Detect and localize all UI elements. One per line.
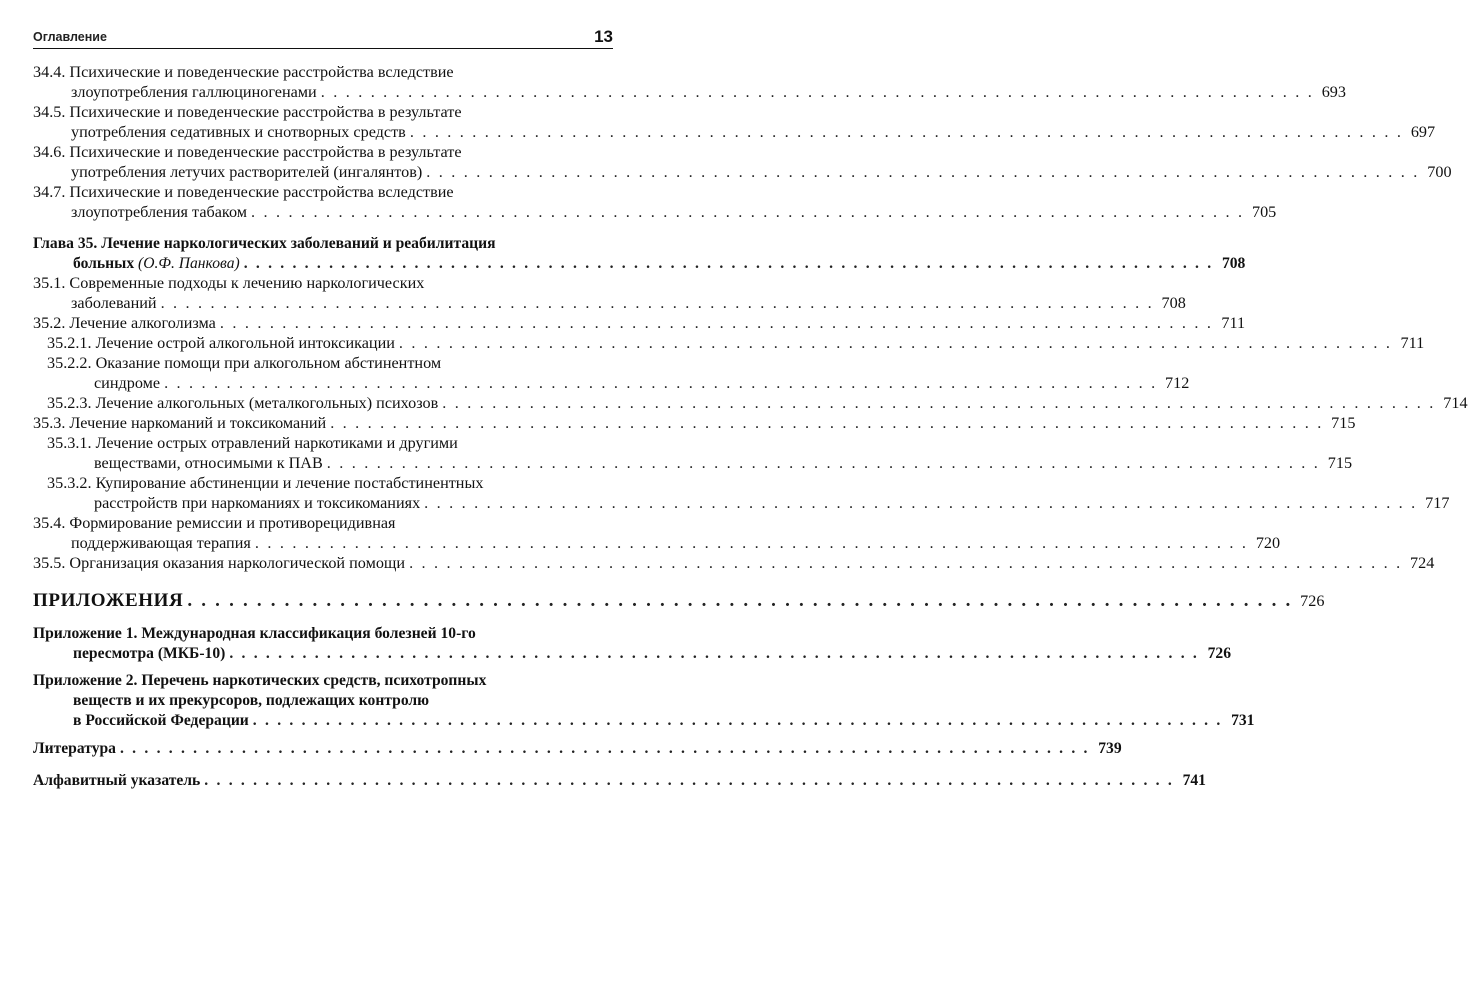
toc-entry-title: Лечение алкоголизма bbox=[69, 314, 216, 332]
toc-entry-title: Оказание помощи при алкогольном абстинентном bbox=[95, 354, 442, 372]
toc-entry-line bbox=[33, 142, 613, 162]
toc-entry-title: поддерживающая терапия bbox=[71, 534, 251, 552]
toc-entry-line bbox=[33, 590, 1325, 611]
toc-entry bbox=[33, 313, 1246, 333]
toc-page-number: 717 bbox=[1425, 494, 1450, 512]
toc-entry-number: 35.3.2. bbox=[47, 474, 92, 492]
toc-entry-title: Лечение наркологических заболеваний и реабилитация bbox=[101, 235, 496, 252]
toc-page-number: 724 bbox=[1410, 554, 1435, 572]
toc-entry bbox=[33, 513, 1281, 553]
toc-entry-number: 34.4. bbox=[33, 63, 66, 81]
toc-entry-line bbox=[33, 313, 1246, 333]
toc-entry-title: злоупотребления табаком bbox=[71, 203, 247, 221]
toc-entry-line bbox=[33, 273, 613, 293]
toc-entry-title: заболеваний bbox=[71, 294, 157, 312]
toc-entry-line bbox=[33, 711, 1255, 731]
toc-entry-number: 34.5. bbox=[33, 103, 66, 121]
toc-entry-title: Лечение острой алкогольной интоксикации bbox=[95, 334, 395, 352]
toc-page-number: 711 bbox=[1400, 334, 1425, 352]
toc-entry-line bbox=[33, 82, 1346, 102]
toc-entry-title: Купирование абстиненции и лечение постабстинентных bbox=[95, 474, 484, 492]
toc-page-number: 726 bbox=[1300, 592, 1325, 610]
toc-entry-title: Психические и поведенческие расстройства вследствие bbox=[69, 183, 454, 201]
toc-entry-line bbox=[33, 771, 1206, 791]
toc-entry bbox=[33, 102, 1436, 142]
toc-entry-title: ПРИЛОЖЕНИЯ bbox=[33, 590, 184, 611]
toc-page-number: 697 bbox=[1410, 123, 1436, 141]
toc-entry-title: Формирование ремиссии и противорецидивная bbox=[69, 514, 396, 532]
toc-page-number: 693 bbox=[1321, 83, 1346, 101]
toc-entry-line bbox=[33, 533, 1281, 553]
toc-entry-number: 35.2.3. bbox=[47, 394, 92, 412]
toc-entry-line bbox=[33, 234, 613, 254]
toc-page-number: 714 bbox=[1443, 394, 1468, 412]
toc-entry-line bbox=[47, 393, 1468, 413]
toc-entry-line bbox=[33, 624, 613, 644]
toc-entry-title: Лечение острых отравлений наркотиками и другими bbox=[95, 434, 458, 452]
toc-page-number: 711 bbox=[1221, 314, 1246, 332]
toc-entry bbox=[33, 142, 1452, 182]
toc-page-number: 720 bbox=[1255, 534, 1281, 552]
toc-entry bbox=[33, 624, 1231, 664]
dot-leader: . . . . . . . . . . . . . . . . . . . . . . . . . . . . . . . . . . . . . . . . . . . . . . . . . . . . . . . . . . . . . . . . . . . . . . . . . . . . . . . . bbox=[398, 334, 1393, 352]
toc-entry-number: Глава 35. bbox=[33, 235, 98, 252]
dot-leader: . . . . . . . . . . . . . . . . . . . . . . . . . . . . . . . . . . . . . . . . . . . . . . . . . . . . . . . . . . . . . . . . . . . . . . . . . . . . . . . . bbox=[409, 123, 1404, 141]
toc-entry bbox=[33, 671, 1255, 731]
toc-entry-title: веществ и их прекурсоров, подлежащих контролю bbox=[73, 692, 430, 709]
toc-entry bbox=[33, 234, 1246, 274]
toc-entry-number: 35.2. bbox=[33, 314, 66, 332]
toc-entry bbox=[47, 433, 1353, 473]
dot-leader: . . . . . . . . . . . . . . . . . . . . . . . . . . . . . . . . . . . . . . . . . . . . . . . . . . . . . . . . . . . . . . . . . . . . . . . . . . . . . . . . bbox=[426, 163, 1420, 181]
toc-entry bbox=[33, 273, 1186, 313]
toc-entry-title: веществами, относимыми к ПАВ bbox=[94, 454, 323, 472]
dot-leader: . . . . . . . . . . . . . . . . . . . . . . . . . . . . . . . . . . . . . . . . . . . . . . . . . . . . . . . . . . . . . . . . . . . . . . . . . . . . . . . . bbox=[204, 772, 1174, 789]
toc-entry-line bbox=[33, 254, 1246, 274]
toc-entry-title: употребления летучих растворителей (ингалянтов) bbox=[71, 163, 423, 181]
toc-entry-number: 35.4. bbox=[33, 514, 66, 532]
toc-page-number: 739 bbox=[1098, 740, 1122, 757]
toc-page-number: 715 bbox=[1327, 454, 1353, 472]
toc-entry-line bbox=[33, 162, 1452, 182]
toc-entry-line bbox=[33, 513, 613, 533]
toc-entry-line bbox=[47, 493, 1450, 513]
toc-entry-number: Приложение 1. bbox=[33, 625, 138, 642]
toc-entry-line bbox=[47, 433, 613, 453]
toc-entry-line bbox=[33, 413, 1356, 433]
toc-entry-number: 35.1. bbox=[33, 274, 66, 292]
toc-entry-title: Литература bbox=[33, 740, 116, 757]
toc-entry bbox=[33, 553, 1435, 573]
toc-entry-number: 35.5. bbox=[33, 554, 66, 572]
toc-entry-title: синдроме bbox=[94, 374, 161, 392]
toc-entry-line bbox=[33, 122, 1436, 142]
toc-entry-title: Психические и поведенческие расстройства в результате bbox=[69, 103, 462, 121]
toc-entry-number: 35.3. bbox=[33, 414, 66, 432]
toc-entry-title: Перечень наркотических средств, психотропных bbox=[141, 672, 487, 689]
toc-entry bbox=[33, 413, 1356, 433]
toc-entry bbox=[33, 182, 1277, 222]
dot-leader: . . . . . . . . . . . . . . . . . . . . . . . . . . . . . . . . . . . . . . . . . . . . . . . . . . . . . . . . . . . . . . . . . . . . . . . . . . . . . . . . bbox=[164, 374, 1158, 392]
toc-entry-title: Современные подходы к лечению наркологических bbox=[69, 274, 425, 292]
toc-entry-title: Международная классификация болезней 10-го bbox=[141, 625, 476, 642]
toc-page-number: 726 bbox=[1207, 645, 1231, 662]
dot-leader: . . . . . . . . . . . . . . . . . . . . . . . . . . . . . . . . . . . . . . . . . . . . . . . . . . . . . . . . . . . . . . . . . . . . . . . . . . . . . . . . bbox=[330, 414, 1324, 432]
toc-page-number: 700 bbox=[1427, 163, 1452, 181]
toc-entry-title: пересмотра (МКБ-10) bbox=[73, 645, 226, 662]
toc-entry-line bbox=[33, 739, 1122, 759]
toc-entry-title: в Российской Федерации bbox=[73, 712, 249, 729]
toc-entry bbox=[47, 353, 1190, 393]
toc-entry-number: 34.7. bbox=[33, 183, 66, 201]
toc-entry-title: злоупотребления галлюциногенами bbox=[71, 83, 317, 101]
dot-leader: . . . . . . . . . . . . . . . . . . . . . . . . . . . . . . . . . . . . . . . . . . . . . . . . . . . . . . . . . . . . . . . . . . . . . . . . . . . . . . . . bbox=[424, 494, 1418, 512]
toc-page-number: 731 bbox=[1231, 712, 1255, 729]
toc-entry-title: Лечение наркоманий и токсикоманий bbox=[69, 414, 327, 432]
toc-entry-line bbox=[47, 353, 613, 373]
toc-entry-title: Психические и поведенческие расстройства вследствие bbox=[69, 63, 454, 81]
toc-entry-number: 35.2.2. bbox=[47, 354, 92, 372]
toc-entry-line bbox=[33, 62, 613, 82]
dot-leader: . . . . . . . . . . . . . . . . . . . . . . . . . . . . . . . . . . . . . . . . . . . . . . . . . . . . . . . . . . . . . . . . . . . . . . . . . . . . . . . . bbox=[252, 712, 1223, 729]
toc-entry-number: Приложение 2. bbox=[33, 672, 138, 689]
dot-leader: . . . . . . . . . . . . . . . . . . . . . . . . . . . . . . . . . . . . . . . . . . . . . . . . . . . . . . . . . . . . . . . . . . . . . . . . . . . . . . . . bbox=[254, 534, 1249, 552]
toc-entry-line bbox=[47, 333, 1425, 353]
toc-entry-title: Алфавитный указатель bbox=[33, 772, 201, 789]
toc-entry bbox=[33, 771, 1206, 791]
toc-entry-number: 35.2.1. bbox=[47, 334, 92, 352]
toc-entry-author: (О.Ф. Панкова) bbox=[138, 255, 240, 272]
dot-leader: . . . . . . . . . . . . . . . . . . . . . . . . . . . . . . . . . . . . . . . . . . . . . . . . . . . . . . . . . . . . . . . . . . . . . . . . . . . . . . . . bbox=[119, 740, 1090, 757]
toc-entry bbox=[33, 739, 1122, 759]
toc-entry-line bbox=[33, 671, 613, 691]
toc-page-number: 741 bbox=[1182, 772, 1206, 789]
dot-leader: . . . . . . . . . . . . . . . . . . . . . . . . . . . . . . . . . . . . . . . . . . . . . . . . . . . . . . . . . . . . . . . . . . . . . . . . . . . . . . . . bbox=[160, 294, 1154, 312]
page-number: 13 bbox=[594, 27, 613, 46]
toc-entry-title: расстройств при наркоманиях и токсикоманиях bbox=[94, 494, 421, 512]
toc-entry bbox=[33, 62, 1346, 102]
toc-page-number: 712 bbox=[1165, 374, 1190, 392]
toc-entry-line bbox=[33, 102, 613, 122]
dot-leader: . . . . . . . . . . . . . . . . . . . . . . . . . . . . . . . . . . . . . . . . . . . . . . . . . . . . . . . . . . . . . . . . . . . . . . . . . . . . . . . . bbox=[187, 590, 1293, 611]
dot-leader: . . . . . . . . . . . . . . . . . . . . . . . . . . . . . . . . . . . . . . . . . . . . . . . . . . . . . . . . . . . . . . . . . . . . . . . . . . . . . . . . bbox=[442, 394, 1436, 412]
toc-page-number: 708 bbox=[1221, 255, 1246, 272]
toc-entry-title: употребления седативных и снотворных средств bbox=[71, 123, 406, 141]
toc-entry-title: Организация оказания наркологической помощи bbox=[69, 554, 406, 572]
toc-entry-line bbox=[33, 553, 1435, 573]
toc-entry-line bbox=[47, 373, 1190, 393]
dot-leader: . . . . . . . . . . . . . . . . . . . . . . . . . . . . . . . . . . . . . . . . . . . . . . . . . . . . . . . . . . . . . . . . . . . . . . . . . . . . . . . . bbox=[243, 255, 1214, 272]
toc-entry-title: Психические и поведенческие расстройства в результате bbox=[69, 143, 462, 161]
toc-entry-number: 35.3.1. bbox=[47, 434, 92, 452]
toc-entry bbox=[47, 333, 1425, 353]
dot-leader: . . . . . . . . . . . . . . . . . . . . . . . . . . . . . . . . . . . . . . . . . . . . . . . . . . . . . . . . . . . . . . . . . . . . . . . . . . . . . . . . bbox=[409, 554, 1403, 572]
toc-entry-line bbox=[47, 473, 613, 493]
dot-leader: . . . . . . . . . . . . . . . . . . . . . . . . . . . . . . . . . . . . . . . . . . . . . . . . . . . . . . . . . . . . . . . . . . . . . . . . . . . . . . . . bbox=[219, 314, 1214, 332]
toc-entry-line bbox=[33, 691, 613, 711]
toc-entry-title: больных bbox=[73, 255, 135, 272]
toc-page-number: 705 bbox=[1251, 203, 1277, 221]
dot-leader: . . . . . . . . . . . . . . . . . . . . . . . . . . . . . . . . . . . . . . . . . . . . . . . . . . . . . . . . . . . . . . . . . . . . . . . . . . . . . . . . bbox=[326, 454, 1321, 472]
running-header bbox=[33, 22, 613, 49]
toc-page-number: 708 bbox=[1161, 294, 1186, 312]
toc-entry-line bbox=[33, 182, 613, 202]
toc-entry bbox=[33, 590, 1325, 611]
dot-leader: . . . . . . . . . . . . . . . . . . . . . . . . . . . . . . . . . . . . . . . . . . . . . . . . . . . . . . . . . . . . . . . . . . . . . . . . . . . . . . . . bbox=[320, 83, 1314, 101]
toc-entry bbox=[47, 473, 1450, 513]
toc-entry bbox=[47, 393, 1468, 413]
toc-entry-line bbox=[33, 202, 1277, 222]
toc-entry-number: 34.6. bbox=[33, 143, 66, 161]
dot-leader: . . . . . . . . . . . . . . . . . . . . . . . . . . . . . . . . . . . . . . . . . . . . . . . . . . . . . . . . . . . . . . . . . . . . . . . . . . . . . . . . bbox=[251, 203, 1245, 221]
dot-leader: . . . . . . . . . . . . . . . . . . . . . . . . . . . . . . . . . . . . . . . . . . . . . . . . . . . . . . . . . . . . . . . . . . . . . . . . . . . . . . . . bbox=[229, 645, 1199, 662]
toc-entry-line bbox=[33, 644, 1231, 664]
toc-entry-title: Лечение алкогольных (металкогольных) психозов bbox=[95, 394, 439, 412]
toc-entry-line bbox=[33, 293, 1186, 313]
running-title: Оглавление bbox=[33, 30, 107, 44]
toc-page-number: 715 bbox=[1331, 414, 1356, 432]
toc-entry-line bbox=[47, 453, 1353, 473]
